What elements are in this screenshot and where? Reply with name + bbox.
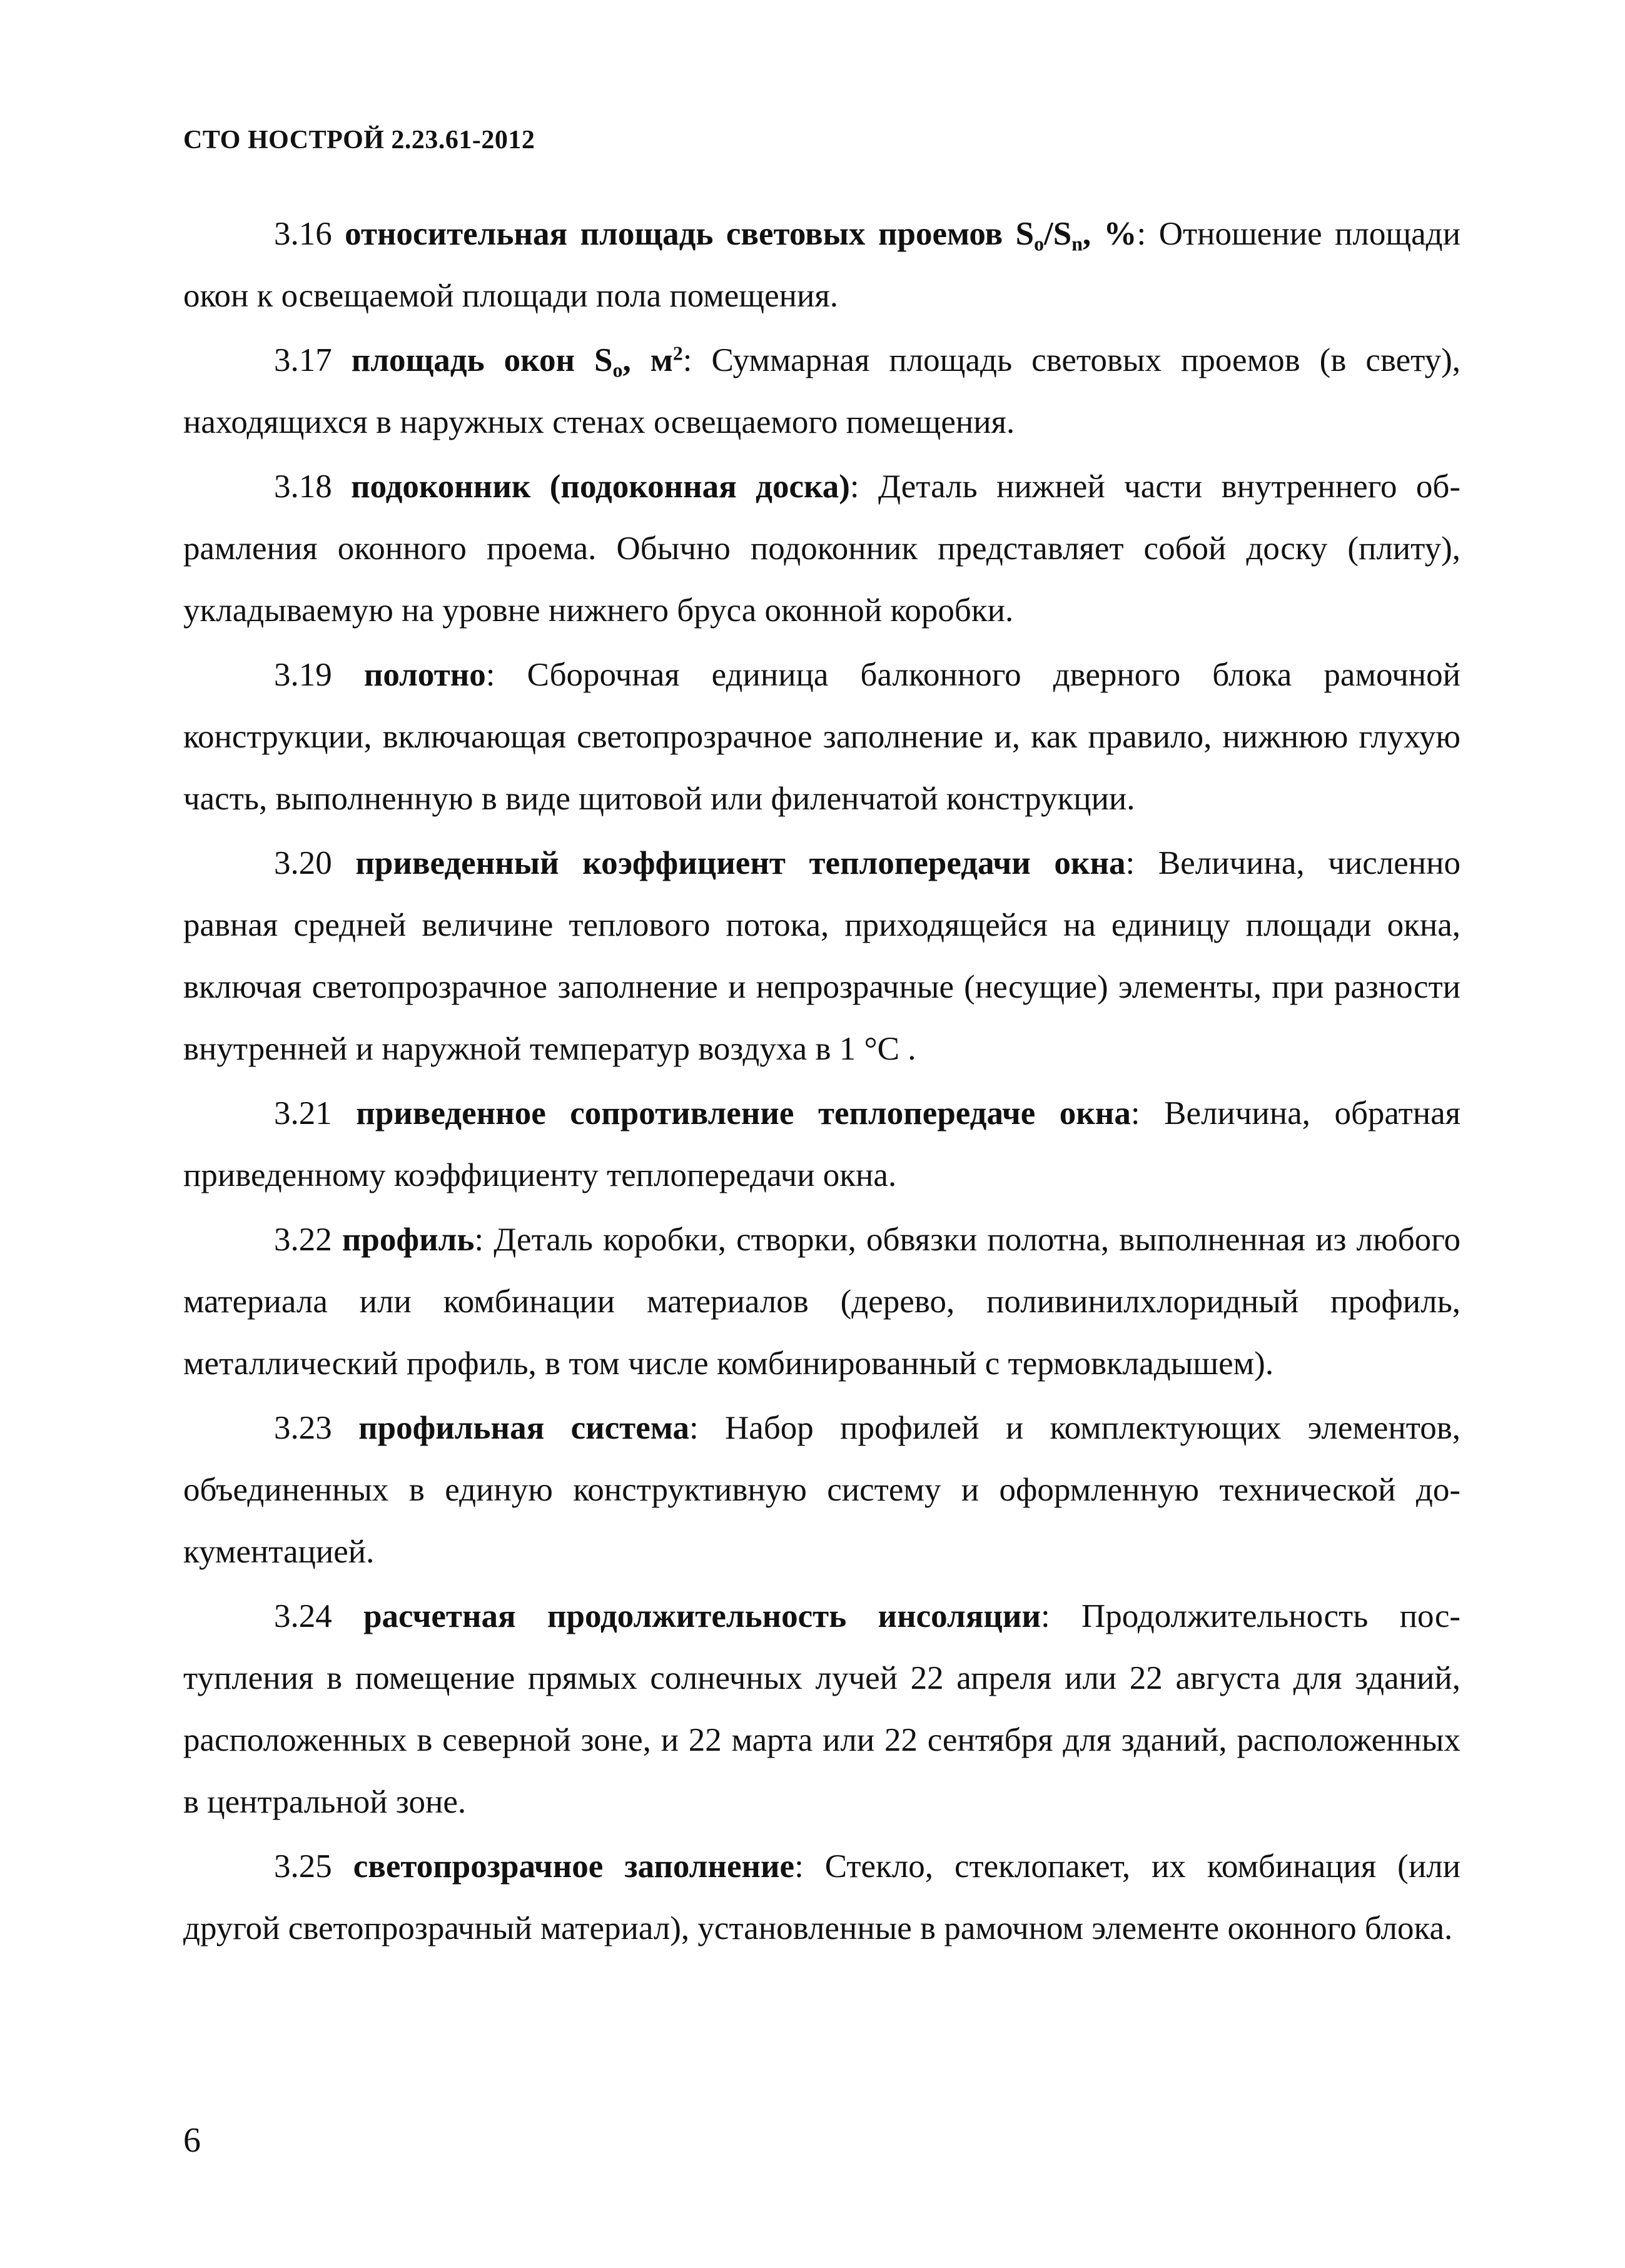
definition-term: приведенное сопротивление теплопередаче окна bbox=[356, 1095, 1131, 1131]
definition-text: Отношение площади окон к освещаемой площади пола помещения. bbox=[183, 216, 1460, 314]
definition-3-24 bbox=[183, 1586, 1460, 1833]
term-part: площадь окон S bbox=[351, 342, 613, 378]
term-part: относительная площадь световых проемов S bbox=[345, 216, 1035, 252]
definition-3-17 bbox=[183, 330, 1460, 453]
definition-number: 3.16 bbox=[274, 216, 332, 252]
definition-text: Суммарная площадь световых проемов (в свету), находящихся в наружных стенах освещаемого помещения. bbox=[183, 342, 1460, 440]
definition-term: расчетная продолжительность инсоляции bbox=[363, 1598, 1041, 1634]
definition-term: подоконник (подоконная доска) bbox=[351, 468, 850, 505]
definition-3-20 bbox=[183, 833, 1460, 1080]
term-subscript: n bbox=[1071, 233, 1083, 255]
definition-text: : Сборочная единица балконного дверного блока рамочной конструкции, включающая светопрозрачное заполнение и, как правило, нижнюю глухую часть, выполненную в виде щитовой или филенчатой конструкции. bbox=[183, 657, 1460, 817]
definition-number: 3.19 bbox=[274, 657, 332, 693]
definition-3-21 bbox=[183, 1083, 1460, 1207]
term-subscript: o bbox=[1034, 233, 1044, 255]
definition-number: 3.25 bbox=[274, 1848, 332, 1885]
term-part: , % bbox=[1082, 216, 1137, 252]
term-superscript: 2 bbox=[672, 342, 683, 365]
term-part: , м bbox=[622, 342, 673, 378]
definition-term: профиль bbox=[342, 1222, 475, 1258]
definition-text: : Набор профилей и комплектующих элементов, объединенных в единую конструктивную систему и оформленную технической документацией. bbox=[183, 1410, 1461, 1570]
definition-term bbox=[345, 216, 1137, 255]
page-number: 6 bbox=[183, 2121, 201, 2160]
definition-term: профильная система bbox=[358, 1410, 689, 1446]
term-colon: : bbox=[1136, 216, 1147, 252]
definition-text: : Стекло, стеклопакет, их комбинация (или другой светопрозрачный материал), установленные в рамочном элементе оконного блока. bbox=[183, 1848, 1461, 1947]
definition-number: 3.24 bbox=[274, 1598, 332, 1634]
term-subscript: o bbox=[612, 359, 623, 382]
definition-term bbox=[351, 342, 683, 382]
term-colon: : bbox=[682, 342, 692, 378]
definition-term: светопрозрачное заполнение bbox=[353, 1848, 795, 1885]
definition-3-22 bbox=[183, 1209, 1460, 1395]
definition-number: 3.22 bbox=[274, 1222, 332, 1258]
definition-text: : Деталь нижней части внутреннего обрамления оконного проема. Обычно подоконник представляет собой доску (плиту), укладываемую на уровне нижнего бруса оконной коробки. bbox=[183, 468, 1460, 629]
document-header: СТО НОСТРОЙ 2.23.61-2012 bbox=[183, 126, 535, 154]
definition-text: : Продолжительность поступления в помещение прямых солнечных лучей 22 апреля или 22 августа для зданий, расположенных в северной зоне, и 22 марта или 22 сентября для зданий, расположенных в центральной зоне. bbox=[183, 1598, 1460, 1820]
definitions-list bbox=[183, 203, 1460, 1962]
definition-3-16 bbox=[183, 203, 1460, 327]
definition-text: : Величина, численно равная средней величине теплового потока, приходящейся на единицу площади окна, включая светопрозрачное заполнение и непрозрачные (несущие) элементы, при разности внутренней и наружной температур воздуха в 1 °C . bbox=[183, 845, 1461, 1067]
definition-text: : Деталь коробки, створки, обвязки полотна, выполненная из любого материала или комбинации материалов (дерево, поливинилхлоридный профиль, металлический профиль, в том числе комбинированный с термовкладышем). bbox=[183, 1222, 1460, 1382]
definition-term: приведенный коэффициент теплопередачи окна bbox=[355, 845, 1126, 881]
term-part: /S bbox=[1043, 216, 1072, 252]
definition-3-19 bbox=[183, 644, 1460, 830]
definition-3-23 bbox=[183, 1397, 1460, 1583]
definition-3-18 bbox=[183, 456, 1460, 642]
definition-term: полотно bbox=[363, 657, 486, 693]
definition-text: : Величина, обратная приведенному коэффициенту теплопередачи окна. bbox=[183, 1095, 1460, 1193]
definition-number: 3.20 bbox=[274, 845, 332, 881]
definition-number: 3.21 bbox=[274, 1095, 332, 1131]
definition-number: 3.18 bbox=[274, 468, 332, 505]
definition-3-25 bbox=[183, 1836, 1460, 1960]
definition-number: 3.23 bbox=[274, 1410, 332, 1446]
definition-number: 3.17 bbox=[274, 342, 332, 378]
